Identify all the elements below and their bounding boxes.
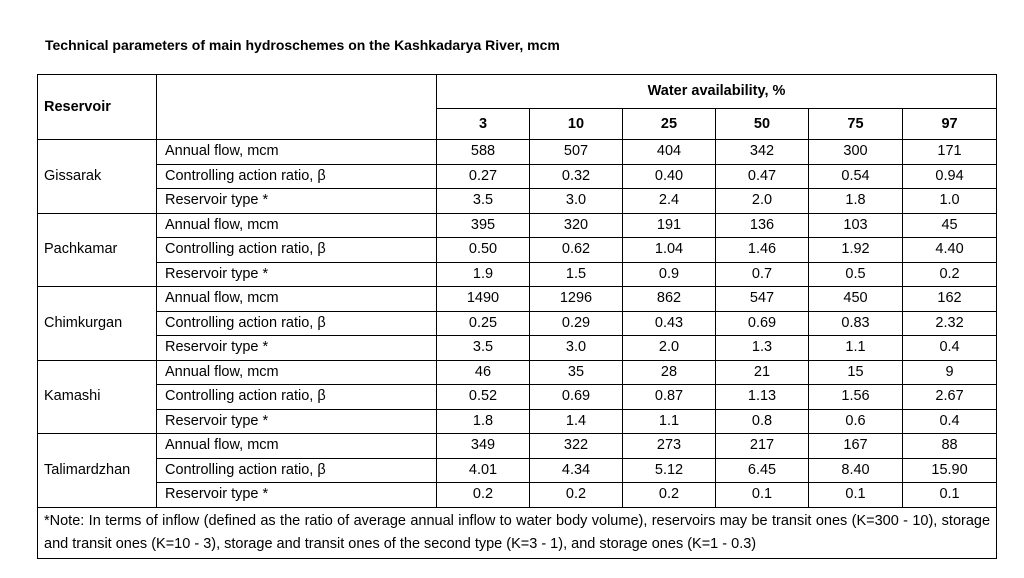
table-row xyxy=(38,336,997,361)
table-row xyxy=(38,458,997,483)
value-cell: 1.8 xyxy=(437,409,530,434)
value-cell: 0.40 xyxy=(623,164,716,189)
value-cell: 450 xyxy=(809,287,903,312)
value-cell: 0.50 xyxy=(437,238,530,263)
parameter-label: Annual flow, mcm xyxy=(157,287,437,312)
table-row xyxy=(38,189,997,214)
table-title: Technical parameters of main hydroschemes on the Kashkadarya River, mcm xyxy=(45,37,560,53)
parameter-label: Annual flow, mcm xyxy=(157,140,437,165)
value-cell: 4.34 xyxy=(530,458,623,483)
value-cell: 0.2 xyxy=(623,483,716,508)
value-cell: 0.32 xyxy=(530,164,623,189)
value-cell: 342 xyxy=(716,140,809,165)
value-cell: 300 xyxy=(809,140,903,165)
parameter-label: Controlling action ratio, β xyxy=(157,458,437,483)
value-cell: 28 xyxy=(623,360,716,385)
value-cell: 136 xyxy=(716,213,809,238)
value-cell: 0.43 xyxy=(623,311,716,336)
value-cell: 3.0 xyxy=(530,189,623,214)
parameter-label: Annual flow, mcm xyxy=(157,213,437,238)
value-cell: 1.4 xyxy=(530,409,623,434)
percent-header-cell: 10 xyxy=(530,109,623,140)
value-cell: 0.2 xyxy=(903,262,997,287)
value-cell: 2.0 xyxy=(716,189,809,214)
table-row xyxy=(38,483,997,508)
percent-header-cell: 3 xyxy=(437,109,530,140)
parameter-label: Annual flow, mcm xyxy=(157,360,437,385)
table-row xyxy=(38,238,997,263)
value-cell: 862 xyxy=(623,287,716,312)
table-note: *Note: In terms of inflow (defined as the ratio of average annual inflow to water body volume), reservoirs may be transit ones (K=300 - 10), storage and transit ones (K=10 - 3), storage and transit ones of the second type (K=3 - 1), and storage ones (K=1 - 0.3) xyxy=(38,507,997,558)
value-cell: 1.0 xyxy=(903,189,997,214)
value-cell: 1.9 xyxy=(437,262,530,287)
parameter-label: Reservoir type * xyxy=(157,336,437,361)
value-cell: 507 xyxy=(530,140,623,165)
value-cell: 322 xyxy=(530,434,623,459)
value-cell: 1.1 xyxy=(809,336,903,361)
table-row xyxy=(38,140,997,165)
value-cell: 4.40 xyxy=(903,238,997,263)
value-cell: 0.83 xyxy=(809,311,903,336)
value-cell: 162 xyxy=(903,287,997,312)
value-cell: 167 xyxy=(809,434,903,459)
value-cell: 0.9 xyxy=(623,262,716,287)
reservoir-column-header: Reservoir xyxy=(38,75,157,140)
reservoir-name: Pachkamar xyxy=(38,213,157,287)
value-cell: 0.5 xyxy=(809,262,903,287)
value-cell: 2.32 xyxy=(903,311,997,336)
value-cell: 395 xyxy=(437,213,530,238)
value-cell: 6.45 xyxy=(716,458,809,483)
value-cell: 0.25 xyxy=(437,311,530,336)
value-cell: 171 xyxy=(903,140,997,165)
percent-header-cell: 97 xyxy=(903,109,997,140)
parameter-label: Reservoir type * xyxy=(157,262,437,287)
value-cell: 191 xyxy=(623,213,716,238)
value-cell: 8.40 xyxy=(809,458,903,483)
value-cell: 0.27 xyxy=(437,164,530,189)
table-row xyxy=(38,311,997,336)
value-cell: 0.4 xyxy=(903,336,997,361)
parameter-label: Annual flow, mcm xyxy=(157,434,437,459)
value-cell: 1.92 xyxy=(809,238,903,263)
value-cell: 1296 xyxy=(530,287,623,312)
parameter-label: Controlling action ratio, β xyxy=(157,385,437,410)
value-cell: 0.94 xyxy=(903,164,997,189)
value-cell: 0.2 xyxy=(437,483,530,508)
table-row xyxy=(38,262,997,287)
parameter-label: Reservoir type * xyxy=(157,483,437,508)
value-cell: 1.5 xyxy=(530,262,623,287)
value-cell: 320 xyxy=(530,213,623,238)
reservoir-name: Chimkurgan xyxy=(38,287,157,361)
value-cell: 1.1 xyxy=(623,409,716,434)
table-body xyxy=(38,140,997,508)
value-cell: 0.69 xyxy=(530,385,623,410)
value-cell: 0.6 xyxy=(809,409,903,434)
percent-header-cell: 75 xyxy=(809,109,903,140)
value-cell: 3.5 xyxy=(437,336,530,361)
value-cell: 1.04 xyxy=(623,238,716,263)
value-cell: 45 xyxy=(903,213,997,238)
value-cell: 217 xyxy=(716,434,809,459)
table-row xyxy=(38,434,997,459)
value-cell: 0.8 xyxy=(716,409,809,434)
water-availability-header: Water availability, % xyxy=(437,75,997,109)
value-cell: 88 xyxy=(903,434,997,459)
value-cell: 3.0 xyxy=(530,336,623,361)
table-row xyxy=(38,360,997,385)
reservoir-name: Kamashi xyxy=(38,360,157,434)
parameter-label: Reservoir type * xyxy=(157,189,437,214)
value-cell: 1.13 xyxy=(716,385,809,410)
value-cell: 15 xyxy=(809,360,903,385)
parameter-label: Controlling action ratio, β xyxy=(157,311,437,336)
value-cell: 0.47 xyxy=(716,164,809,189)
value-cell: 1.8 xyxy=(809,189,903,214)
value-cell: 273 xyxy=(623,434,716,459)
value-cell: 2.4 xyxy=(623,189,716,214)
value-cell: 0.29 xyxy=(530,311,623,336)
value-cell: 0.1 xyxy=(903,483,997,508)
value-cell: 2.67 xyxy=(903,385,997,410)
value-cell: 9 xyxy=(903,360,997,385)
value-cell: 1.56 xyxy=(809,385,903,410)
value-cell: 0.62 xyxy=(530,238,623,263)
value-cell: 0.7 xyxy=(716,262,809,287)
parameter-label: Reservoir type * xyxy=(157,409,437,434)
value-cell: 0.1 xyxy=(716,483,809,508)
value-cell: 103 xyxy=(809,213,903,238)
value-cell: 15.90 xyxy=(903,458,997,483)
table-row xyxy=(38,385,997,410)
value-cell: 1.46 xyxy=(716,238,809,263)
value-cell: 0.4 xyxy=(903,409,997,434)
table-row xyxy=(38,287,997,312)
value-cell: 2.0 xyxy=(623,336,716,361)
table-row xyxy=(38,409,997,434)
value-cell: 1490 xyxy=(437,287,530,312)
parameter-column-header xyxy=(157,75,437,140)
value-cell: 35 xyxy=(530,360,623,385)
value-cell: 0.87 xyxy=(623,385,716,410)
value-cell: 21 xyxy=(716,360,809,385)
percent-header-cell: 25 xyxy=(623,109,716,140)
reservoir-name: Talimardzhan xyxy=(38,434,157,508)
table-row xyxy=(38,213,997,238)
value-cell: 0.52 xyxy=(437,385,530,410)
value-cell: 0.54 xyxy=(809,164,903,189)
value-cell: 0.1 xyxy=(809,483,903,508)
parameter-label: Controlling action ratio, β xyxy=(157,164,437,189)
value-cell: 1.3 xyxy=(716,336,809,361)
value-cell: 4.01 xyxy=(437,458,530,483)
value-cell: 0.2 xyxy=(530,483,623,508)
parameter-label: Controlling action ratio, β xyxy=(157,238,437,263)
value-cell: 46 xyxy=(437,360,530,385)
value-cell: 349 xyxy=(437,434,530,459)
value-cell: 3.5 xyxy=(437,189,530,214)
percent-header-cell: 50 xyxy=(716,109,809,140)
value-cell: 0.69 xyxy=(716,311,809,336)
value-cell: 547 xyxy=(716,287,809,312)
value-cell: 404 xyxy=(623,140,716,165)
value-cell: 5.12 xyxy=(623,458,716,483)
value-cell: 588 xyxy=(437,140,530,165)
table-row xyxy=(38,164,997,189)
reservoir-name: Gissarak xyxy=(38,140,157,214)
parameters-table xyxy=(37,74,997,559)
